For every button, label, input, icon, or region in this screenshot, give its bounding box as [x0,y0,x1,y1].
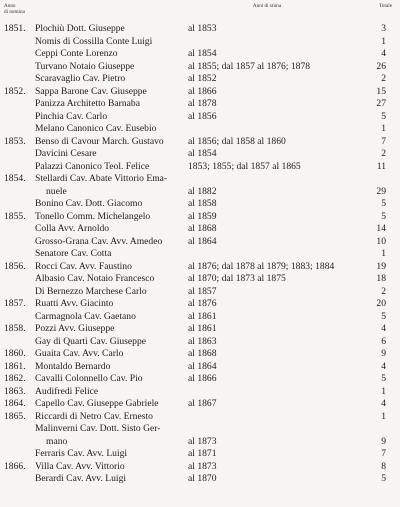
row-year: 1857. [4,298,26,309]
row-name: Rocci Cav. Avv. Faustino [35,260,132,272]
row-name: mano [46,435,68,447]
row-total: 11 [376,160,386,172]
row-years: al 1861 [188,323,217,334]
table-row [0,411,400,424]
table-row [0,73,400,86]
row-name: Tonello Comm. Michelangelo [35,210,151,222]
row-total: 5 [381,110,386,122]
table-row [0,273,400,286]
row-years: al 1870 [188,473,217,484]
row-name: Scaravaglio Cav. Pietro [35,73,126,84]
row-name: Panizza Architetto Barnaba [35,98,140,109]
table-row [0,173,400,186]
table-row [0,261,400,274]
row-years: al 1868 [188,348,217,359]
table-row [0,61,400,74]
table-row [0,348,400,361]
row-year: 1851. [4,23,26,34]
row-years: al 1861 [188,310,217,322]
row-name: Berardi Cav. Avv. Luigi [35,473,127,484]
row-years: al 1870; dal 1873 al 1875 [188,273,286,284]
row-years: al 1882 [188,185,217,197]
row-years: al 1856; dal 1858 al 1860 [188,135,286,147]
table-row [0,48,400,61]
row-years: al 1856 [188,110,217,122]
row-years: al 1866 [188,373,217,384]
row-total: 10 [376,235,386,247]
row-name: Gay di Quarti Cav. Giuseppe [35,335,147,347]
row-years: al 1858 [188,198,217,209]
row-total: 9 [381,435,386,447]
row-years: al 1868 [188,223,217,234]
row-total: 1 [381,410,386,422]
row-name: nuele [46,185,67,197]
row-years: al 1859 [188,210,217,222]
row-name: Colla Avv. Arnoldo [35,223,110,234]
row-name: Senatore Cav. Cotta [35,248,112,259]
row-name: Ferraris Cav. Avv. Luigi [35,448,128,459]
row-name: Davicini Cesare [35,148,97,159]
row-name: Sappa Barone Cav. Giuseppe [35,85,147,97]
table-row [0,361,400,374]
table-row [0,373,400,386]
row-total: 3 [381,23,386,34]
row-total: 5 [381,210,386,222]
row-year: 1864. [4,398,26,409]
table-row [0,423,400,436]
row-total: 4 [381,323,386,334]
table-row [0,211,400,224]
table-row [0,248,400,261]
table-row [0,473,400,486]
table-row [0,98,400,111]
row-year: 1855. [4,210,26,222]
table-row [0,398,400,411]
row-name: Albasio Cav. Notaio Francesco [35,273,155,284]
header-year-line2: di nomina [4,9,25,15]
row-total: 9 [381,348,386,359]
row-total: 7 [381,135,386,147]
row-years: al 1871 [188,448,217,459]
row-name: Ceppi Conte Lorenzo [35,48,118,59]
row-name: Turvano Notaio Giuseppe [35,60,135,72]
row-total: 8 [381,460,386,472]
row-total: 5 [381,473,386,484]
row-years: al 1867 [188,398,217,409]
table-row [0,311,400,324]
row-name: Malinverni Cav. Dott. Sisto Ger- [35,423,161,434]
row-years: 1853; 1855; dal 1857 al 1865 [188,160,301,172]
header-years: Anni di stima [252,3,282,9]
table-row [0,86,400,99]
row-name: Guaita Cav. Avv. Carlo [35,348,124,359]
row-years: al 1852 [188,73,217,84]
row-total: 1 [381,35,386,47]
header-year-line1: Anno [4,3,16,9]
table-row [0,161,400,174]
row-total: 7 [381,448,386,459]
table-row [0,123,400,136]
row-total: 26 [376,60,386,72]
table-row [0,298,400,311]
row-year: 1862. [4,373,26,384]
row-total: 4 [381,360,386,372]
row-years: al 1854 [188,48,217,59]
row-total: 5 [381,310,386,322]
table-row [0,461,400,474]
row-year: 1858. [4,323,26,334]
row-total: 15 [376,85,386,97]
row-years: al 1855; dal 1857 al 1876; 1878 [188,60,311,72]
row-years: al 1853 [188,23,217,34]
row-name: Villa Cav. Avv. Vittorio [35,460,125,472]
row-name: Audifredi Felice [35,385,99,397]
row-name: Capello Cav. Giuseppe Gabriele [35,398,159,409]
row-total: 20 [376,298,386,309]
row-year: 1852. [4,85,26,97]
table-row [0,23,400,36]
table-row [0,336,400,349]
row-name: Pozzi Avv. Giuseppe [35,323,115,334]
row-name: Montaldo Bernardo [35,360,111,372]
row-name: Stellardi Cav. Abate Vittorio Ema- [35,173,168,184]
row-year: 1854. [4,173,26,184]
row-name: Palazzi Canonico Teol. Felice [35,160,150,172]
row-year: 1861. [4,360,26,372]
row-name: Riccardi di Netro Cav. Ernesto [35,410,153,422]
row-total: 5 [381,198,386,209]
table-row [0,448,400,461]
row-name: Cavalli Colonnello Cav. Pio [35,373,143,384]
table-row [0,36,400,49]
row-years: al 1857 [188,285,217,297]
row-name: Benso di Cavour March. Gustavo [35,135,164,147]
row-total: 1 [381,123,386,134]
row-total: 29 [376,185,386,197]
table-row [0,436,400,449]
row-years: al 1866 [188,85,217,97]
table-row [0,111,400,124]
row-total: 19 [376,260,386,272]
row-total: 14 [376,223,386,234]
row-total: 2 [381,73,386,84]
row-years: al 1876; dal 1878 al 1879; 1883; 1884 [188,260,335,272]
row-year: 1860. [4,348,26,359]
table-row [0,236,400,249]
row-year: 1866. [4,460,26,472]
row-total: 4 [381,48,386,59]
row-total: 2 [381,285,386,297]
table-body [0,23,400,486]
row-name: Plochiù Dott. Giuseppe [35,23,125,34]
row-years: al 1854 [188,148,217,159]
row-total: 5 [381,373,386,384]
table-row [0,148,400,161]
row-name: Bonino Cav. Dott. Giacomo [35,198,143,209]
row-total: 6 [381,335,386,347]
row-years: al 1864 [188,360,217,372]
row-years: al 1864 [188,235,217,247]
table-row [0,223,400,236]
row-total: 2 [381,148,386,159]
table-row [0,186,400,199]
row-year: 1865. [4,410,26,422]
row-name: Melano Canonico Cav. Eusebio [35,123,157,134]
row-total: 1 [381,248,386,259]
row-name: Pinchia Cav. Carlo [35,110,108,122]
table-row [0,136,400,149]
table-row [0,323,400,336]
row-total: 18 [376,273,386,284]
row-years: al 1878 [188,98,217,109]
row-total: 4 [381,398,386,409]
table-row [0,198,400,211]
row-years: al 1873 [188,435,217,447]
row-name: Ruatti Avv. Giacinto [35,298,114,309]
header-year [4,3,28,15]
header-total: Totale [379,3,392,9]
table-row [0,286,400,299]
row-name: Nomis di Cossilla Conte Luigi [35,35,153,47]
row-name: Grosso-Grana Cav. Avv. Amedeo [35,235,163,247]
row-years: al 1863 [188,335,217,347]
row-year: 1853. [4,135,26,147]
row-total: 27 [376,98,386,109]
row-year: 1863. [4,385,26,397]
row-years: al 1873 [188,460,217,472]
row-year: 1856. [4,260,26,272]
table-row [0,386,400,399]
row-years: al 1876 [188,298,217,309]
row-name: Di Bernezzo Marchese Carlo [35,285,147,297]
row-name: Carmagnola Cav. Gaetano [35,310,136,322]
row-total: 1 [381,385,386,397]
